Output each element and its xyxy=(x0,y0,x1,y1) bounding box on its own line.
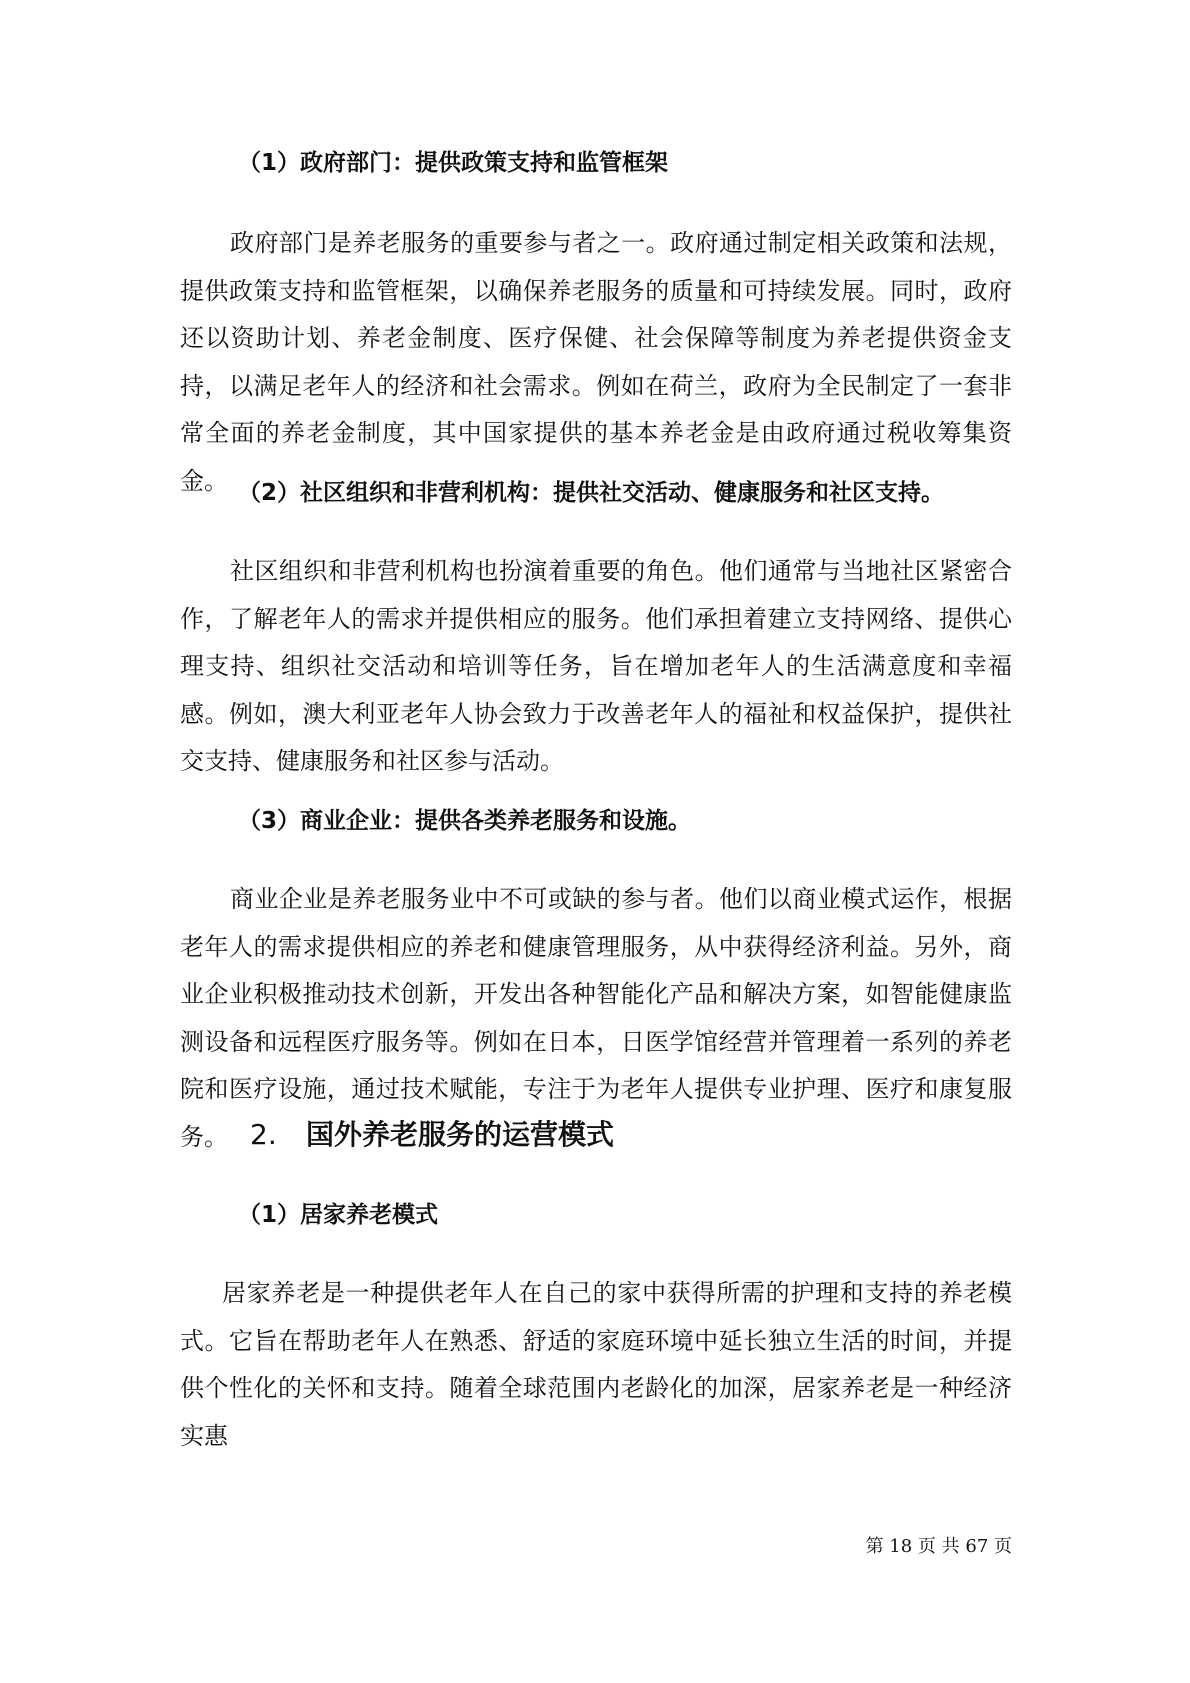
chapter-heading xyxy=(250,1117,614,1153)
chapter-number: 2. xyxy=(250,1118,277,1151)
paragraph-home-care: 居家养老是一种提供老年人在自己的家中获得所需的护理和支持的养老模式。它旨在帮助老年人在熟悉、舒适的家庭环境中延长独立生活的时间，并提供个性化的关怀和支持。随着全球范围内老龄化的加深，居家养老是一种经济实惠 xyxy=(180,1279,1012,1450)
paragraph-government: 政府部门是养老服务的重要参与者之一。政府通过制定相关政策和法规，提供政策支持和监管框架，以确保养老服务的质量和可持续发展。同时，政府还以资助计划、养老金制度、医疗保健、社会保障等制度为养老提供资金支持，以满足老年人的经济和社会需求。例如在荷兰，政府为全民制定了一套非常全面的养老金制度，其中国家提供的基本养老金是由政府通过税收筹集资金。 xyxy=(180,229,1012,495)
section-heading-business: （3）商业企业：提供各类养老服务和设施。 xyxy=(238,808,692,834)
section-heading-government: （1）政府部门：提供政策支持和监管框架 xyxy=(238,150,669,176)
page-number-footer: 第 18 页 共 67 页 xyxy=(865,1536,1012,1557)
section-heading-community: （2）社区组织和非营利机构：提供社交活动、健康服务和社区支持。 xyxy=(238,480,945,506)
chapter-title: 国外养老服务的运营模式 xyxy=(306,1118,615,1151)
paragraph-community: 社区组织和非营利机构也扮演着重要的角色。他们通常与当地社区紧密合作，了解老年人的需求并提供相应的服务。他们承担着建立支持网络、提供心理支持、组织社交活动和培训等任务，旨在增加老年人的生活满意度和幸福感。例如，澳大利亚老年人协会致力于改善老年人的福祉和权益保护，提供社交支持、健康服务和社区参与活动。 xyxy=(180,557,1012,775)
subsection-heading-home-care: （1）居家养老模式 xyxy=(238,1202,439,1228)
paragraph-business: 商业企业是养老服务业中不可或缺的参与者。他们以商业模式运作，根据老年人的需求提供相应的养老和健康管理服务，从中获得经济利益。另外，商业企业积极推动技术创新，开发出各种智能化产品和解决方案，如智能健康监测设备和远程医疗服务等。例如在日本，日医学馆经营并管理着一系列的养老院和医疗设施，通过技术赋能，专注于为老年人提供专业护理、医疗和康复服务。 xyxy=(180,885,1012,1151)
